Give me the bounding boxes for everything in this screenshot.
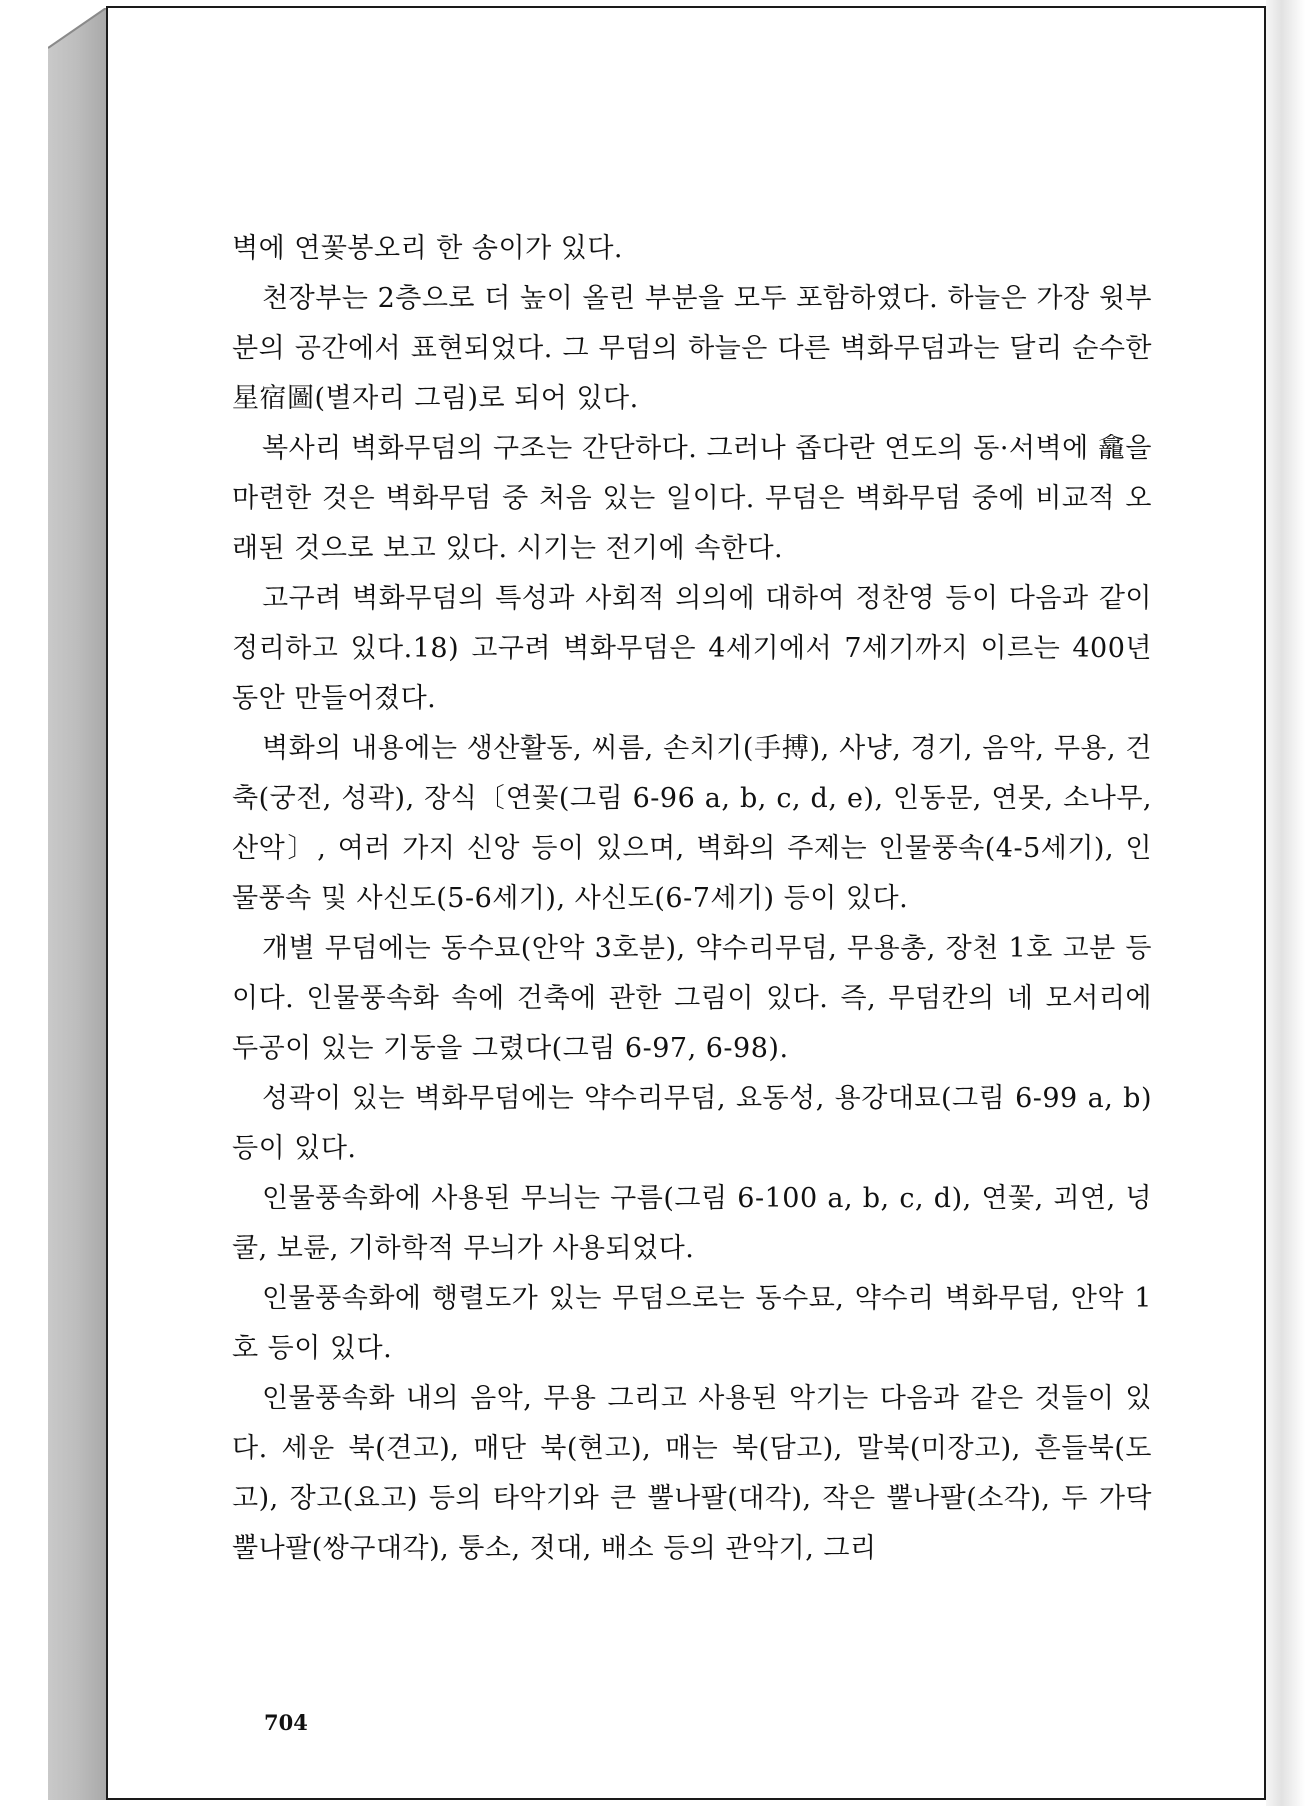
paragraph-1: 벽에 연꽃봉오리 한 송이가 있다. xyxy=(232,233,623,264)
paragraph-8: 인물풍속화에 사용된 무늬는 구름(그림 6-100 a, b, c, d), 연꽃, 괴연, 넝쿨, 보륜, 기하학적 무늬가 사용되었다. xyxy=(232,1183,1152,1264)
page-body-text xyxy=(232,224,1152,1574)
paragraph-4: 고구려 벽화무덤의 특성과 사회적 의의에 대하여 정찬영 등이 다음과 같이 정리하고 있다.18) 고구려 벽화무덤은 4세기에서 7세기까지 이르는 400년 동안 만들어졌다. xyxy=(232,583,1152,714)
paragraph-3: 복사리 벽화무덤의 구조는 간단하다. 그러나 좁다란 연도의 동·서벽에 龕을 마련한 것은 벽화무덤 중 처음 있는 일이다. 무덤은 벽화무덤 중에 비교적 오래된 것으로 보고 있다. 시기는 전기에 속한다. xyxy=(232,433,1152,564)
paragraph-7: 성곽이 있는 벽화무덤에는 약수리무덤, 요동성, 용강대묘(그림 6-99 a, b) 등이 있다. xyxy=(232,1083,1152,1164)
paragraph-6: 개별 무덤에는 동수묘(안악 3호분), 약수리무덤, 무용총, 장천 1호 고분 등이다. 인물풍속화 속에 건축에 관한 그림이 있다. 즉, 무덤칸의 네 모서리에 두공이 있는 기둥을 그렸다(그림 6-97, 6-98). xyxy=(232,933,1152,1064)
paragraph-5: 벽화의 내용에는 생산활동, 씨름, 손치기(手搏), 사냥, 경기, 음악, 무용, 건축(궁전, 성곽), 장식〔연꽃(그림 6-96 a, b, c, d, e), 인동문, 연못, 소나무, 산악〕, 여러 가지 신앙 등이 있으며, 벽화의 주제는 인물풍속(4-5세기), 인물풍속 및 사신도(5-6세기), 사신도(6-7세기) 등이 있다. xyxy=(232,733,1152,914)
book-spine xyxy=(48,8,108,1800)
paragraph-2: 천장부는 2층으로 더 높이 올린 부분을 모두 포함하였다. 하늘은 가장 윗부분의 공간에서 표현되었다. 그 무덤의 하늘은 다른 벽화무덤과는 달리 순수한 星宿圖(별자리 그림)로 되어 있다. xyxy=(232,283,1152,414)
paragraph-10: 인물풍속화 내의 음악, 무용 그리고 사용된 악기는 다음과 같은 것들이 있다. 세운 북(견고), 매단 북(현고), 매는 북(담고), 말북(미장고), 흔들북(도고), 장고(요고) 등의 타악기와 큰 뿔나팔(대각), 작은 뿔나팔(소각), 두 가닥 뿔나팔(쌍구대각), 퉁소, 젓대, 배소 등의 관악기, 그리 xyxy=(232,1383,1152,1564)
page-number: 704 xyxy=(264,1710,308,1735)
page-right-shadow xyxy=(1266,0,1305,1806)
paragraph-9: 인물풍속화에 행렬도가 있는 무덤으로는 동수묘, 약수리 벽화무덤, 안악 1호 등이 있다. xyxy=(232,1283,1152,1364)
